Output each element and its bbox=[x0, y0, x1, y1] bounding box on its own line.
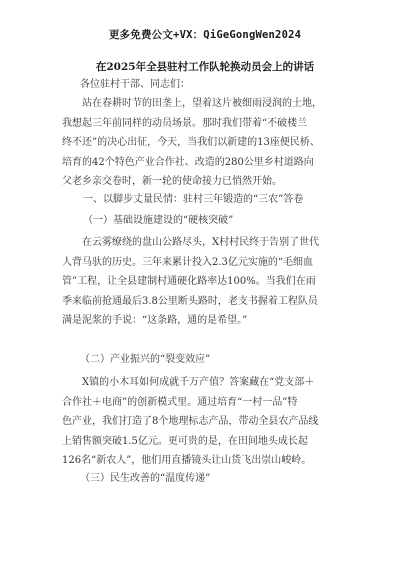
text-line: （三）民生改善的“温度传递” bbox=[80, 473, 211, 484]
text-line: 管”工程，让全县建制村通硬化路率达100%。当我们在雨 bbox=[62, 276, 316, 287]
document-title: 在2025年全县驻村工作队轮换动员会上的讲话 bbox=[95, 61, 315, 73]
text-line: 终不还”的决心出征，今天，当我们以新建的13座便民桥、 bbox=[62, 137, 320, 148]
text-line: 上销售额突破1.5亿元。更可贵的是，在田间地头成长起 bbox=[62, 435, 308, 447]
text-line: 色产业，我们打造了8个地理标志产品，带动全县农产品线 bbox=[62, 416, 319, 427]
text-line: 合作社＋电商”的创新模式里。通过培育“一村一品”特 bbox=[62, 396, 298, 408]
text-line: 人背马驮的历史。三年来累计投入2.3亿元实施的“毛细血 bbox=[62, 256, 314, 268]
industry-paragraph bbox=[62, 373, 362, 471]
text-line: （二）产业振兴的“裂变效应” bbox=[80, 354, 211, 365]
text-line: 季来临前抢通最后3.8公里断头路时，老支书握着工程队员 bbox=[62, 295, 318, 307]
text-line: 126名“新农人”，他们用直播镜头让山货飞出崇山峻岭。 bbox=[62, 455, 312, 466]
subsection-heading-1 bbox=[83, 211, 383, 231]
text-line: （一）基础设施建设的“硬核突破” bbox=[83, 215, 234, 226]
infrastructure-paragraph bbox=[62, 233, 362, 331]
text-line: 父老乡亲交卷时，新一轮的使命接力已悄然开始。 bbox=[62, 176, 282, 187]
text-line: X镇的小木耳如何成就千万产值？答案藏在“党支部＋ bbox=[82, 377, 315, 388]
promo-header: 更多免费公文+VX：QiGeGongWen2024 bbox=[108, 29, 302, 41]
subsection-heading-3 bbox=[80, 469, 380, 489]
text-line: 培育的42个特色产业合作社、改造的280公里乡村道路向 bbox=[62, 156, 314, 168]
text-line: 一、以脚步丈量民情：驻村三年锻造的“三农”答卷 bbox=[83, 194, 304, 205]
salutation bbox=[80, 75, 380, 95]
subsection-heading-2 bbox=[80, 350, 380, 370]
section-heading-1 bbox=[83, 190, 383, 210]
text-line: 站在春耕时节的田垄上，望着这片被细雨浸润的土地， bbox=[82, 98, 322, 109]
text-line: 满是泥浆的手说：“这条路，通的是希望。” bbox=[62, 315, 248, 326]
text-line: 我想起三年前同样的动员场景。那时我们带着“不破楼兰 bbox=[62, 117, 308, 129]
text-line: 各位驻村干部、同志们： bbox=[80, 79, 190, 90]
text-line: 在云雾缭绕的盘山公路尽头，X村村民终于告别了世代 bbox=[82, 237, 320, 248]
intro-paragraph bbox=[62, 94, 362, 192]
